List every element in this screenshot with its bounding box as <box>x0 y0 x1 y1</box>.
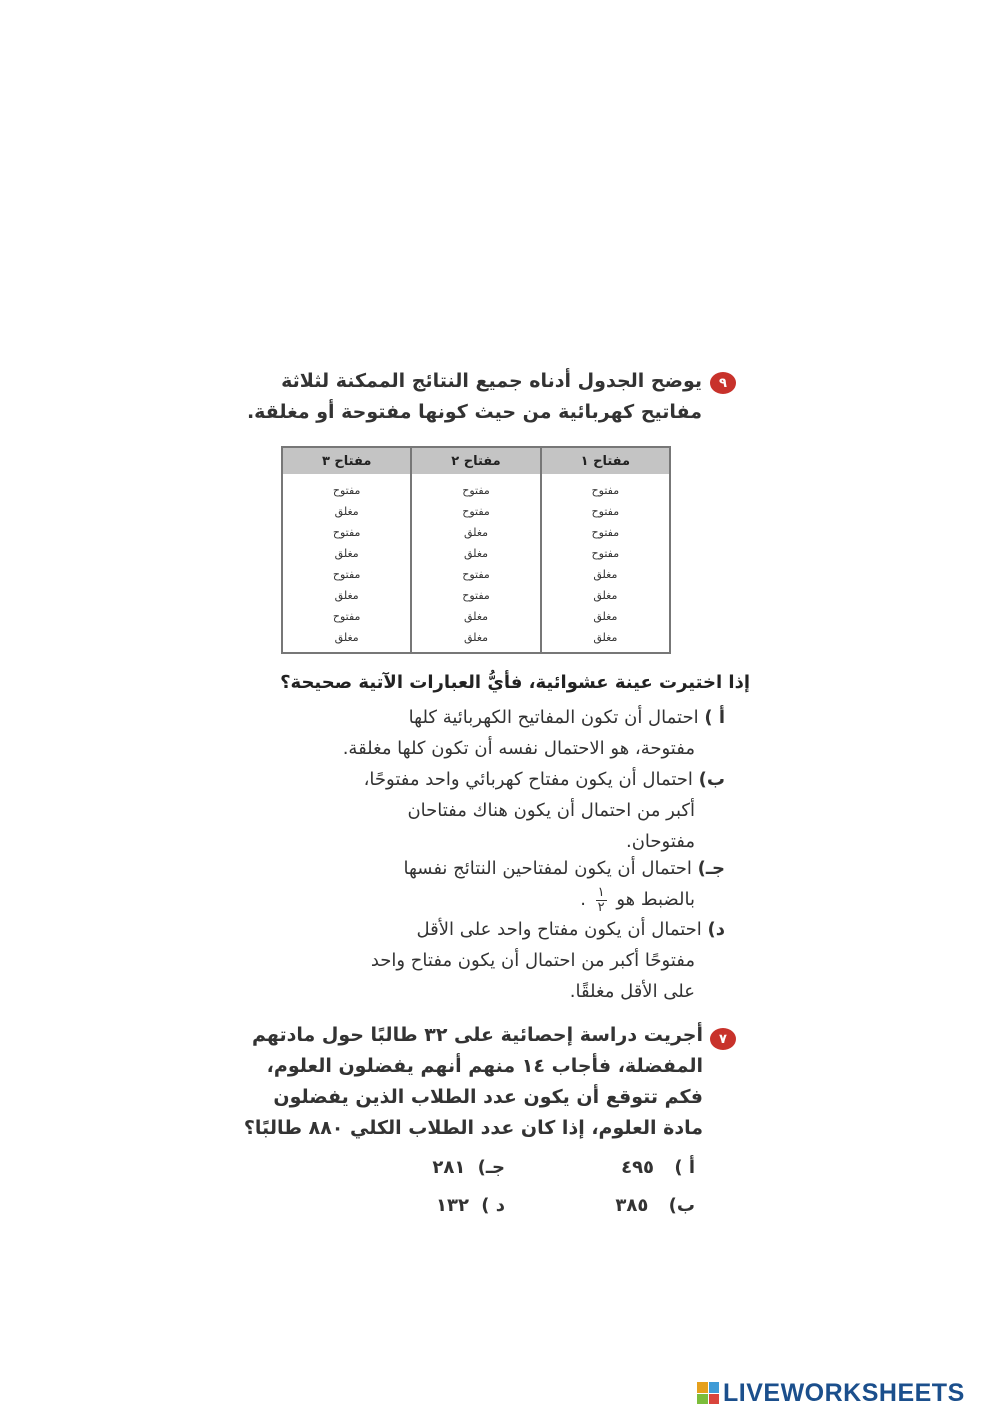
option-d-letter: د) <box>707 919 725 940</box>
option-b-line-1: احتمال أن يكون مفتاح كهربائي واحد مفتوحًا، <box>363 769 693 790</box>
option-a-line-2: مفتوحة، هو الاحتمال نفسه أن تكون كلها مغلقة. <box>342 738 695 759</box>
option-b-line-3: مفتوحان. <box>625 831 695 852</box>
option-c-letter: جـ) <box>697 858 725 879</box>
table-cell: مفتوح <box>462 589 490 602</box>
table-cell: مغلق <box>464 610 489 623</box>
q7-answer-d-letter: د ) <box>481 1195 505 1216</box>
q7-answer-c-value: ٢٨١ <box>432 1157 466 1178</box>
table-cell: مغلق <box>464 547 489 560</box>
option-c-end: . <box>580 889 586 910</box>
table-cell: مفتوح <box>591 505 620 518</box>
table-cell: مغلق <box>334 589 359 602</box>
table-header-row <box>282 447 670 474</box>
table-cell: مغلق <box>334 505 359 518</box>
option-c-line-1: احتمال أن يكون لمفتاحين النتائج نفسها <box>403 858 692 879</box>
table-body-row <box>282 474 670 653</box>
q7-answer-b-letter: ب) <box>668 1195 695 1216</box>
option-b-line-2: أكبر من احتمال أن يكون هناك مفتاحان <box>407 800 695 821</box>
table-cell: مفتوح <box>462 484 490 497</box>
table-cell: مفتوح <box>591 547 620 560</box>
table-cell: مغلق <box>593 610 618 623</box>
header-switch-2: مفتاح ٢ <box>411 447 540 474</box>
option-b <box>195 764 725 857</box>
option-d-line-3: على الأقل مغلقًا. <box>569 981 695 1002</box>
table-cell: مغلق <box>593 589 618 602</box>
option-d <box>195 914 725 1007</box>
q7-answer-b <box>560 1195 695 1216</box>
table-cell: مغلق <box>593 631 618 644</box>
table-cell: مفتوح <box>332 484 361 497</box>
table-cell: مغلق <box>334 547 359 560</box>
question-7-number-badge: ٧ <box>710 1028 736 1050</box>
question-6-line-1: يوضح الجدول أدناه جميع النتائج الممكنة لثلاثة <box>281 370 702 392</box>
fraction-numerator: ١ <box>597 884 605 900</box>
table-cell: مغلق <box>464 526 489 539</box>
option-d-line-2: مفتوحًا أكبر من احتمال أن يكون مفتاح واحد <box>370 950 695 971</box>
question-7-line-4: مادة العلوم، إذا كان عدد الطلاب الكلي ٨٨٠ طالبًا؟ <box>243 1117 703 1139</box>
option-d-line-1: احتمال أن يكون مفتاح واحد على الأقل <box>416 919 702 940</box>
table-cell: مغلق <box>464 631 489 644</box>
q7-answer-d-value: ١٣٢ <box>436 1195 469 1216</box>
option-c-line-2: بالضبط هو <box>616 889 695 910</box>
option-b-letter: ب) <box>698 769 725 790</box>
table-cell: مغلق <box>593 568 618 581</box>
question-6-prompt: إذا اختيرت عينة عشوائية، فأيُّ العبارات الآتية صحيحة؟ <box>280 672 750 693</box>
question-7-line-3: فكم تتوقع أن يكون عدد الطلاب الذين يفضلون <box>273 1086 703 1108</box>
table-cell: مفتوح <box>332 526 361 539</box>
table-cell: مفتوح <box>462 505 490 518</box>
question-6-line-2: مفاتيح كهربائية من حيث كونها مفتوحة أو مغلقة. <box>246 401 702 423</box>
table-cell: مفتوح <box>332 610 361 623</box>
option-a-line-1: احتمال أن تكون المفاتيح الكهربائية كلها <box>408 707 699 728</box>
column-switch-2 <box>411 474 540 653</box>
header-switch-1: مفتاح ١ <box>541 447 670 474</box>
header-switch-3: مفتاح ٣ <box>282 447 411 474</box>
q7-answer-a-value: ٤٩٥ <box>621 1157 655 1178</box>
fraction-denominator: ٢ <box>597 899 605 915</box>
option-a <box>195 702 725 764</box>
table-cell: مفتوح <box>332 568 361 581</box>
table-cell: مفتوح <box>591 484 620 497</box>
liveworksheets-logo <box>697 1378 965 1408</box>
table-cell: مفتوح <box>462 568 490 581</box>
option-c <box>195 853 725 915</box>
q7-answer-d <box>370 1195 505 1216</box>
liveworksheets-logo-icon <box>697 1382 719 1404</box>
q7-answer-b-value: ٣٨٥ <box>615 1195 649 1216</box>
table-cell: مغلق <box>334 631 359 644</box>
option-a-letter: أ ) <box>704 707 725 728</box>
q7-answer-c-letter: جـ) <box>477 1157 505 1178</box>
one-half-fraction <box>596 886 607 915</box>
question-7-line-2: المفضلة، فأجاب ١٤ منهم أنهم يفضلون العلوم، <box>266 1055 703 1077</box>
q7-answer-c <box>370 1157 505 1178</box>
question-7-line-1: أجريت دراسة إحصائية على ٣٢ طالبًا حول مادتهم <box>252 1024 703 1046</box>
switch-outcomes-table <box>281 446 671 654</box>
table-cell: مفتوح <box>591 526 620 539</box>
liveworksheets-wordmark: LIVEWORKSHEETS <box>723 1378 965 1407</box>
question-6-number-badge: ٩ <box>710 372 736 394</box>
q7-answer-a-letter: أ ) <box>674 1157 695 1178</box>
column-switch-1 <box>541 474 670 653</box>
q7-answer-a <box>560 1157 695 1178</box>
question-7-stem <box>195 1020 703 1144</box>
column-switch-3 <box>282 474 411 653</box>
question-6-stem <box>220 366 702 428</box>
